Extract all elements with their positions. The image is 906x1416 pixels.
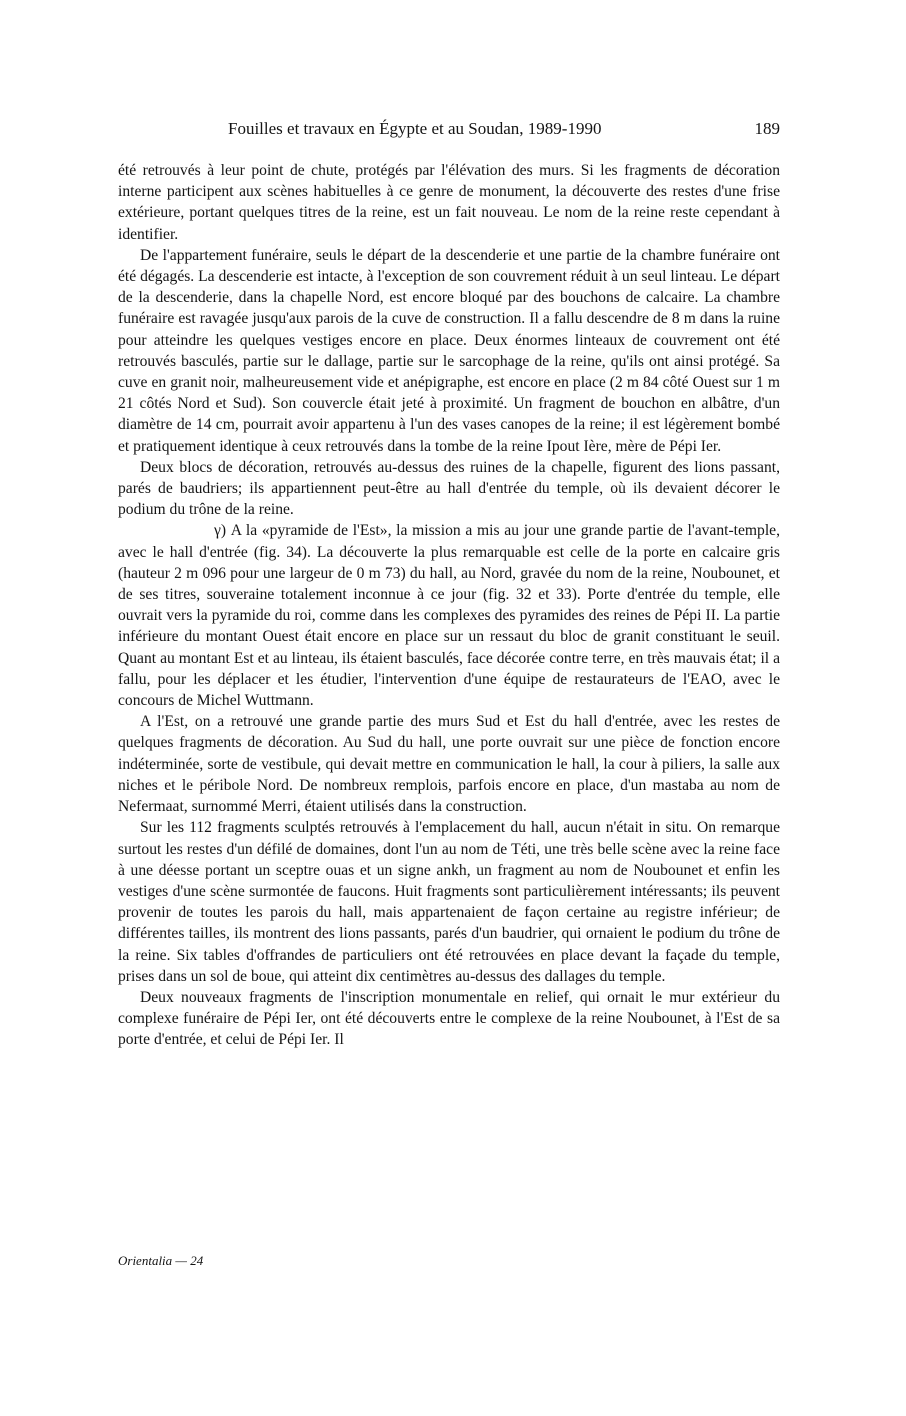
paragraph-decoration-blocks: Deux blocs de décoration, retrouvés au-dessus des ruines de la chapelle, figurent des lions passant, parés de baudriers; ils appartiennent peut-être au hall d'entrée du temple, où ils devaient décorer le podium du trône de la reine. [118, 458, 780, 519]
page-number: 189 [754, 119, 780, 138]
paragraph-inscription-fragments: Deux nouveaux fragments de l'inscription monumentale en relief, qui ornait le mur extérieur du complexe funéraire de Pépi Ier, ont été découverts entre le complexe de la reine Noubounet, à l'Est de sa porte d'entrée, et celui de Pépi Ier. Il [118, 988, 780, 1049]
footer-signature: Orientalia — 24 [118, 1253, 204, 1268]
paragraph-funerary-apartment: De l'appartement funéraire, seuls le départ de la descenderie et une partie de la chambre funéraire ont été dégagés. La descenderie est intacte, à l'exception de son couvrement réduit à un seul linteau. Le départ de la descenderie, dans la chapelle Nord, est encore bloqué par des bouchons de calcaire. La chambre funéraire est ravagée jusqu'aux parois de la cuve de construction. Il a fallu descendre de 8 m dans la ruine pour atteindre les quelques vestiges encore en place. Deux énormes linteaux de couvrement ont été retrouvés basculés, partie sur le dallage, partie sur le sarcophage de la reine, qu'ils ont ainsi protégé. Sa cuve en granit noir, malheureusement vide et anépigraphe, est encore en place (2 m 84 côté Ouest sur 1 m 21 côtés Nord et Sud). Son couvercle était jeté à proximité. Un fragment de bouchon en albâtre, d'un diamètre de 14 cm, pourrait avoir appartenu à l'un des vases canopes de la reine; il est légèrement bombé et pratiquement identique à ceux retrouvés dans la tombe de la reine Ipout Ière, mère de Pépi Ier. [118, 246, 780, 455]
paragraph-sculpted-fragments: Sur les 112 fragments sculptés retrouvés à l'emplacement du hall, aucun n'était in situ. On remarque surtout les restes d'un défilé de domaines, dont l'un au nom de Téti, une très belle scène avec la reine face à une déesse portant un sceptre ouas et un signe ankh, un fragment au nom de Noubounet et enfin les vestiges d'une scène surmontée de faucons. Huit fragments sont particulièrement intéressants; ils peuvent provenir de toutes les parois du hall, mais appartenaient de façon certaine au registre inférieur; de différentes tailles, ils montrent des lions passants, parés d'un baudrier, qui ornaient le podium du trône de la reine. Six tables d'offrandes de particuliers ont été retrouvées en place devant la façade du temple, prises dans un sol de boue, qui atteint dix centimètres au-dessus des dallages du temple. [118, 819, 780, 985]
paragraph-east-hall: A l'Est, on a retrouvé une grande partie des murs Sud et Est du hall d'entrée, avec les restes de quelques fragments de décoration. Au Sud du hall, une porte ouvrait sur une pièce de fonction encore indéterminée, sorte de vestibule, qui devait mettre en communication le hall, la cour à piliers, la salle aux niches et le péribole Nord. De nombreux remplois, parfois encore en place, d'un mastaba au nom de Nefermaat, surnommé Merri, étaient utilisés dans la construction. [118, 713, 780, 816]
running-head [118, 117, 780, 141]
running-title: Fouilles et travaux en Égypte et au Soudan, 1989-1990 [228, 119, 602, 138]
paragraph-east-pyramid: γ) A la «pyramide de l'Est», la mission a mis au jour une grande partie de l'avant-temple, avec le hall d'entrée (fig. 34). La découverte la plus remarquable est celle de la porte en calcaire gris (hauteur 2 m 096 pour une largeur de 0 m 73) du hall, au Nord, gravée du nom de la reine, Noubounet, et de ses titres, souveraine totalement inconnue à ce jour (fig. 32 et 33). Porte d'entrée du temple, elle ouvrait vers la pyramide du roi, comme dans les complexes des pyramides des reines de Pépi II. La partie inférieure du montant Ouest était encore en place sur un ressaut du bloc de granit constituant le seuil. Quant au montant Est et au linteau, ils étaient basculés, face décorée contre terre, en très mauvais état; il a fallu, pour les déplacer et les étudier, l'intervention d'une équipe de restaurateurs de l'EAO, avec le concours de Michel Wuttmann. [118, 522, 780, 710]
paragraph-continuation: été retrouvés à leur point de chute, protégés par l'élévation des murs. Si les fragments de décoration interne participent aux scènes habituelles à ce genre de monument, la découverte des restes d'une frise extérieure, portant quelques titres de la reine, est un fait nouveau. Le nom de la reine reste cependant à identifier. [118, 162, 780, 243]
body-text [118, 160, 780, 1051]
